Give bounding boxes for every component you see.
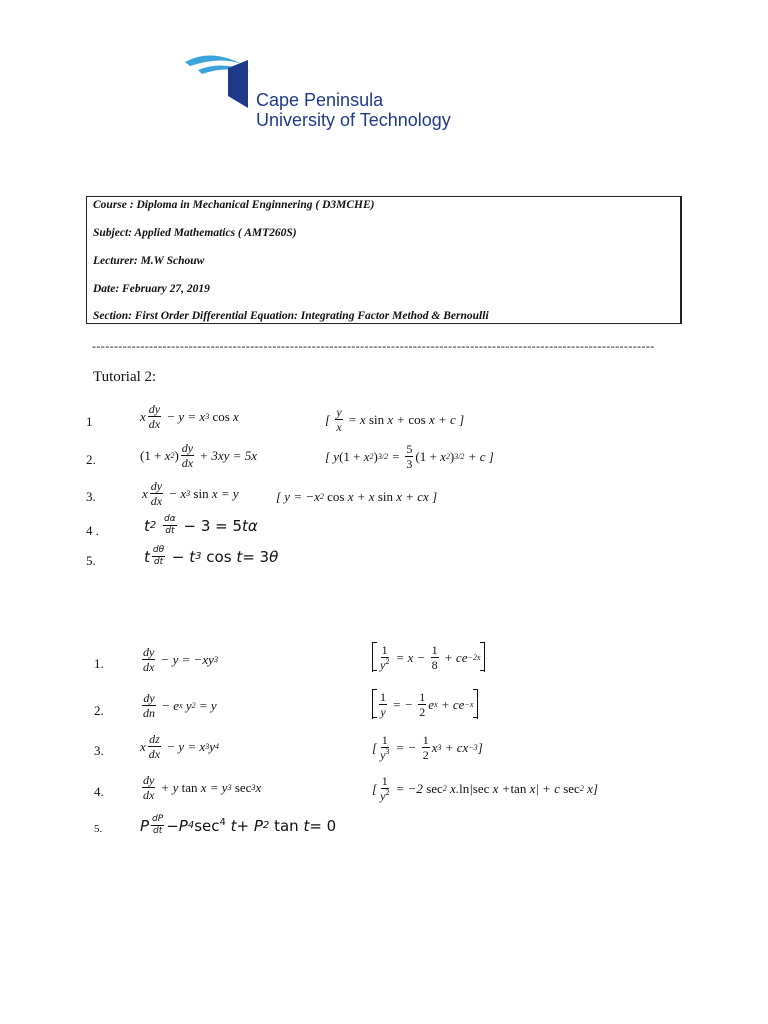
part2-number-1: 1.	[94, 656, 104, 671]
equation-p1-1: x $\frac{dy}{dx}$ − y = x 3 cos x	[140, 402, 239, 431]
equation-p2-1: $\frac{dy}{dx}$ − y = −xy 3	[143, 645, 218, 674]
part1-number-4: 4 .	[86, 523, 99, 538]
part2-number-3: 3.	[94, 743, 104, 758]
equation-p2-5: P $\frac{dP}{dt}$ − P 4 $\sec^4$ t + P 2 tan t = 0	[140, 814, 337, 836]
equation-p2-2: $\frac{dy}{dn}$ − e x y 2 = y	[143, 691, 217, 720]
equation-p2-4: $\frac{dy}{dx}$ + y tan x = y 3 sec 3 x	[143, 773, 262, 802]
part2-number-4: 4.	[94, 784, 104, 799]
logo-line-1: Cape Peninsula	[256, 90, 384, 110]
answer-p1-1: [ $\frac{y}{x}$ = x sin x + cos x + c ]	[325, 405, 465, 434]
part1-number-1: 1	[86, 414, 93, 429]
answer-p2-1: $\frac{1}{y^2}$ = x − $\frac{1}{8}$ + ce −2x	[372, 643, 485, 672]
equation-p1-4: t 2 $\frac{d\alpha}{dt}$ − 3 = 5 tα	[144, 514, 258, 536]
separator-line: --------------------------------------------------------------------------------------------------------------------------------	[92, 339, 655, 353]
course-line: Course : Diploma in Mechanical Enginnering ( D3MCHE)	[93, 199, 375, 211]
part1-number-2: 2.	[86, 452, 96, 467]
tutorial-title: Tutorial 2:	[93, 369, 157, 385]
lecturer-line: Lecturer: M.W Schouw	[93, 255, 205, 267]
answer-p1-3: [ y = −x 2 cos x + x sin x + cx ]	[276, 489, 438, 504]
logo-line-2: University of Technology	[256, 110, 451, 130]
answer-p2-3: [ $\frac{1}{y^3}$ = − $\frac{1}{2}$ x 3 + cx −3 ]	[372, 733, 483, 762]
part1-number-3: 3.	[86, 489, 96, 504]
section-line: Section: First Order Differential Equation: Integrating Factor Method & Bernoulli	[93, 310, 489, 322]
equation-p1-3: x $\frac{dy}{dx}$ − x 3 sin x = y	[142, 479, 239, 508]
part2-number-5: 5.	[94, 823, 103, 835]
course-info-box	[86, 196, 682, 324]
part1-number-5: 5.	[86, 553, 96, 568]
equation-p1-5: t $\frac{d\theta}{dt}$ − t 3 cos t = 3 θ	[144, 545, 279, 567]
date-line: Date: February 27, 2019	[93, 283, 210, 295]
answer-p2-4: [ $\frac{1}{y^2}$ = −2 sec 2 x. ln | sec x + tan x| + c sec 2 x]	[372, 774, 598, 803]
equation-p2-3: x $\frac{dz}{dx}$ − y = x 3 y 4	[140, 732, 219, 761]
subject-line: Subject: Applied Mathematics ( AMT260S)	[93, 227, 297, 239]
answer-p2-2: $\frac{1}{y}$ = − $\frac{1}{2}$ e x + ce −x	[372, 690, 478, 719]
part2-number-2: 2.	[94, 703, 104, 718]
equation-p1-2: (1 + x 2 ) $\frac{dy}{dx}$ + 3xy = 5x	[140, 441, 257, 470]
university-logo	[180, 50, 480, 140]
answer-p1-2: [ y (1 + x 2 ) 3/2 = $\frac{5}{3}$ (1 + x 2 ) 3/2 + c ]	[325, 442, 494, 471]
